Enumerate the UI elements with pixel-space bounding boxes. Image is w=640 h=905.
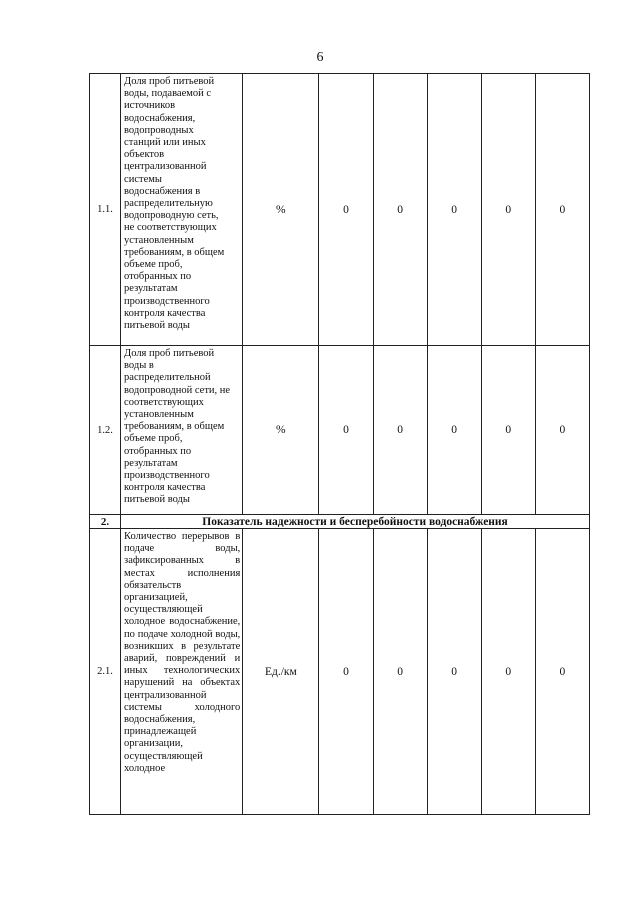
indicator-text-line: результатам <box>124 457 178 469</box>
unit-cell: % <box>243 346 319 515</box>
indicator-text <box>121 74 243 346</box>
indicator-text-line: производственного <box>124 470 210 482</box>
indicator-text-line: отобранных по <box>124 445 192 457</box>
indicator-text-line: водопроводных <box>124 124 194 136</box>
value-cell: 0 <box>319 74 373 346</box>
indicator-text-line: централизованной <box>124 161 207 173</box>
indicator-text-line: установленным <box>124 409 194 421</box>
indicator-text-line: объеме проб, <box>124 259 183 271</box>
indicator-text-line: установленным <box>124 234 194 246</box>
indicator-text-line: системы <box>124 173 162 185</box>
table-row <box>90 346 590 515</box>
indicator-text-line: распределительной <box>124 372 211 384</box>
indicator-text-line: водоснабжения в <box>124 185 201 197</box>
indicator-text: Количество перерывов в подаче воды, зафиксированных в местах исполнения обязательств организацией, осуществляющей холодное водоснабжение, по подаче холодной воды, возникших в результате аварий, повреждений и иных технологических нарушений на объектах централизованной системы холодного водоснабжения, принадлежащей организации, осуществляющей холодное <box>121 529 243 815</box>
value-cell: 0 <box>481 346 535 515</box>
indicator-text-line: водопроводную сеть, <box>124 210 219 222</box>
value-cell: 0 <box>535 529 589 815</box>
value-cell: 0 <box>319 529 373 815</box>
indicator-text-line: воды в <box>124 360 154 372</box>
indicator-text-line: требованиям, в общем <box>124 246 225 258</box>
row-number: 2.1. <box>90 529 121 815</box>
value-cell: 0 <box>427 529 481 815</box>
indicators-table <box>89 73 590 815</box>
value-cell: 0 <box>535 346 589 515</box>
indicator-text-line: питьевой воды <box>124 320 190 332</box>
value-cell: 0 <box>481 529 535 815</box>
value-cell: 0 <box>535 74 589 346</box>
value-cell: 0 <box>373 529 427 815</box>
value-cell: 0 <box>373 74 427 346</box>
indicator-text-line: отобранных по <box>124 271 192 283</box>
unit-cell: % <box>243 74 319 346</box>
indicator-text-line: Доля проб питьевой <box>124 76 215 87</box>
value-cell: 0 <box>373 346 427 515</box>
indicator-text-line: Доля проб питьевой <box>124 348 215 359</box>
indicator-text-line: питьевой воды <box>124 494 190 506</box>
page-number: 6 <box>316 50 324 65</box>
value-cell: 0 <box>427 346 481 515</box>
indicator-text-line: объектов <box>124 149 165 161</box>
indicator-text-line: воды, подаваемой с <box>124 88 212 100</box>
row-number: 1.2. <box>90 346 121 515</box>
indicator-text-line: требованиям, в общем <box>124 421 225 433</box>
value-cell: 0 <box>427 74 481 346</box>
unit-cell: Ед./км <box>243 529 319 815</box>
indicator-text-line: водоснабжения, <box>124 112 196 124</box>
indicator-text-line: не соответствующих <box>124 222 217 234</box>
value-cell: 0 <box>319 346 373 515</box>
indicator-text-line: результатам <box>124 283 178 295</box>
indicator-text-line: водопроводной сети, не <box>124 384 231 396</box>
section-row <box>90 515 590 529</box>
section-number: 2. <box>90 515 121 529</box>
indicator-text-line: производственного <box>124 295 210 307</box>
section-title: Показатель надежности и бесперебойности водоснабжения <box>121 515 590 529</box>
indicator-text-line: источников <box>124 100 176 112</box>
value-cell: 0 <box>481 74 535 346</box>
indicator-text-line: контроля качества <box>124 482 206 494</box>
indicator-text-line: объеме проб, <box>124 433 183 445</box>
indicator-text-line: станций или иных <box>124 137 206 149</box>
indicator-text-line: контроля качества <box>124 307 206 319</box>
table-row <box>90 74 590 346</box>
indicator-text-line: распределительную <box>124 198 213 210</box>
indicator-text-line: соответствующих <box>124 396 204 408</box>
row-number: 1.1. <box>90 74 121 346</box>
table-row <box>90 529 590 815</box>
indicator-text <box>121 346 243 515</box>
